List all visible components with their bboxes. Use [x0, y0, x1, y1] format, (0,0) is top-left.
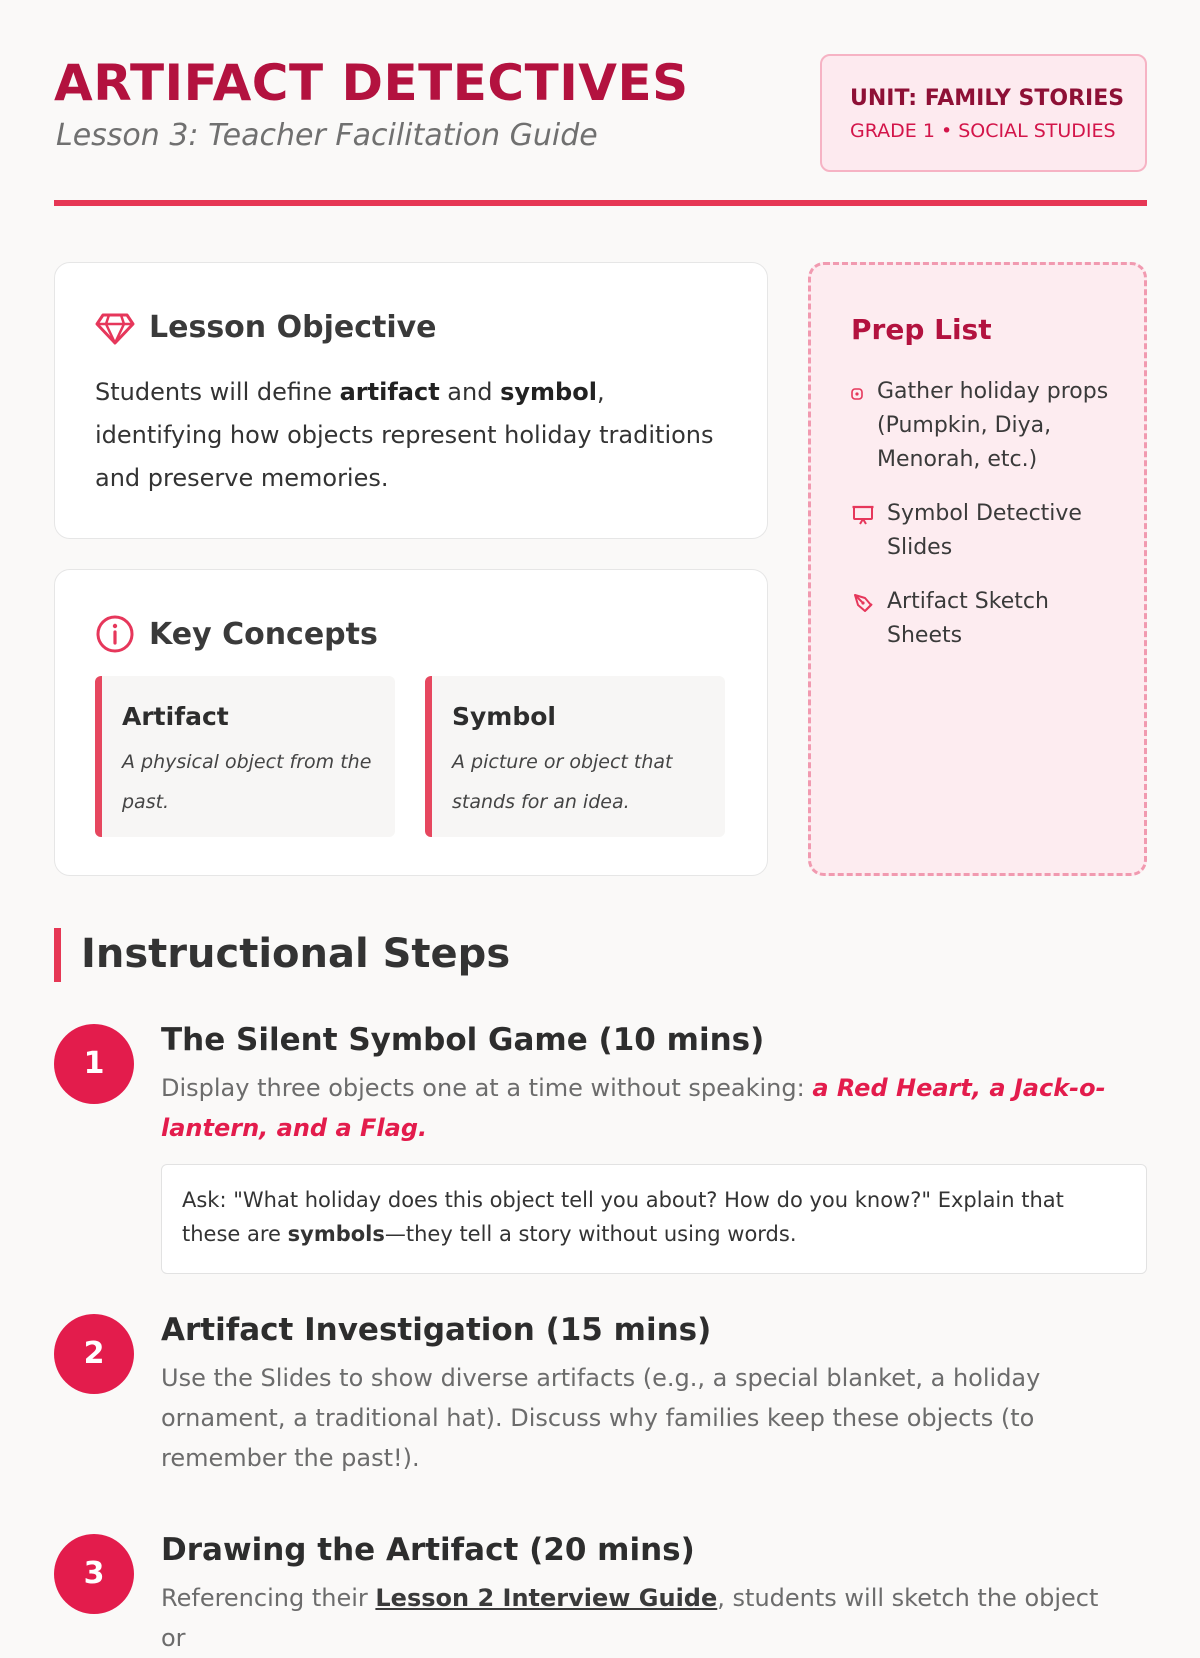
- objective-text-part: and: [439, 378, 501, 406]
- step-highlight: a Red Heart, a Jack-o-lantern, and a Flag.: [161, 1074, 1106, 1142]
- objective-header: [95, 307, 437, 347]
- step-number: 1: [54, 1024, 134, 1104]
- presentation-icon: [851, 503, 875, 527]
- objective-heading: Lesson Objective: [149, 309, 437, 345]
- page-title: ARTIFACT DETECTIVES: [54, 54, 689, 112]
- ask-prompt-box: [161, 1164, 1147, 1274]
- prep-list-panel: [808, 262, 1147, 876]
- ask-text: —they tell a story without using words.: [384, 1222, 797, 1246]
- step-number: 2: [54, 1314, 134, 1394]
- step-description-text: , students will sketch the object or: [161, 1584, 1099, 1652]
- concepts-header: [95, 614, 378, 654]
- diamond-icon: [95, 307, 135, 347]
- header-divider: [54, 200, 1147, 206]
- objective-text-part: , identifying how objects represent holiday traditions and preserve memories.: [95, 378, 714, 492]
- step-description: Use the Slides to show diverse artifacts (e.g., a special blanket, a holiday ornament, a traditional hat). Discuss why families keep these objects (to remember the past!).: [161, 1364, 1041, 1472]
- concept-symbol: [425, 676, 725, 837]
- concept-term: Artifact: [122, 702, 229, 731]
- header: [54, 52, 1147, 172]
- step-description: [161, 1578, 1121, 1658]
- step-bold-reference: Lesson 2 Interview Guide: [375, 1584, 718, 1612]
- unit-label: UNIT: FAMILY STORIES: [850, 86, 1125, 111]
- objective-text-part: Students will define: [95, 378, 340, 406]
- step-title: Drawing the Artifact (20 mins): [161, 1532, 695, 1568]
- list-item: [851, 585, 1121, 653]
- step-description: [161, 1068, 1121, 1148]
- ask-text: Ask: "What holiday does this object tell you about? How do you know?" Explain that these are: [182, 1188, 1064, 1246]
- ask-bold-term: symbols: [287, 1222, 385, 1246]
- objective-text: [95, 371, 735, 500]
- prep-item-text: Gather holiday props (Pumpkin, Diya, Menorah, etc.): [877, 379, 1109, 472]
- prep-item-text: Symbol Detective Slides: [887, 501, 1082, 560]
- step-title: Artifact Investigation (15 mins): [161, 1312, 712, 1348]
- grade-label: GRADE 1 • SOCIAL STUDIES: [850, 120, 1116, 142]
- prep-heading: Prep List: [851, 313, 992, 346]
- step-title: The Silent Symbol Game (10 mins): [161, 1022, 765, 1058]
- concepts-card: [54, 569, 768, 876]
- sketch-icon: [851, 591, 875, 615]
- info-icon: [95, 614, 135, 654]
- steps-heading: Instructional Steps: [81, 931, 511, 977]
- concept-term: Symbol: [452, 702, 556, 731]
- page-subtitle: Lesson 3: Teacher Facilitation Guide: [56, 118, 598, 153]
- list-item: [851, 375, 1121, 477]
- concept-definition: A physical object from the past.: [122, 751, 372, 813]
- prep-list: [851, 375, 1121, 673]
- bullet-icon: [851, 387, 863, 399]
- step-description-text: Display three objects one at a time without speaking:: [161, 1074, 813, 1102]
- concept-definition: A picture or object that stands for an idea.: [452, 751, 673, 813]
- list-item: [851, 497, 1121, 565]
- prep-item-text: Artifact Sketch Sheets: [887, 589, 1049, 648]
- step-description-text: Referencing their: [161, 1584, 376, 1612]
- step-number: 3: [54, 1534, 134, 1614]
- concepts-heading: Key Concepts: [149, 616, 378, 652]
- objective-term-artifact: artifact: [339, 378, 440, 406]
- concept-artifact: [95, 676, 395, 837]
- unit-badge: [820, 54, 1147, 172]
- section-accent-bar: [54, 928, 61, 982]
- objective-card: [54, 262, 768, 539]
- objective-term-symbol: symbol: [500, 378, 597, 406]
